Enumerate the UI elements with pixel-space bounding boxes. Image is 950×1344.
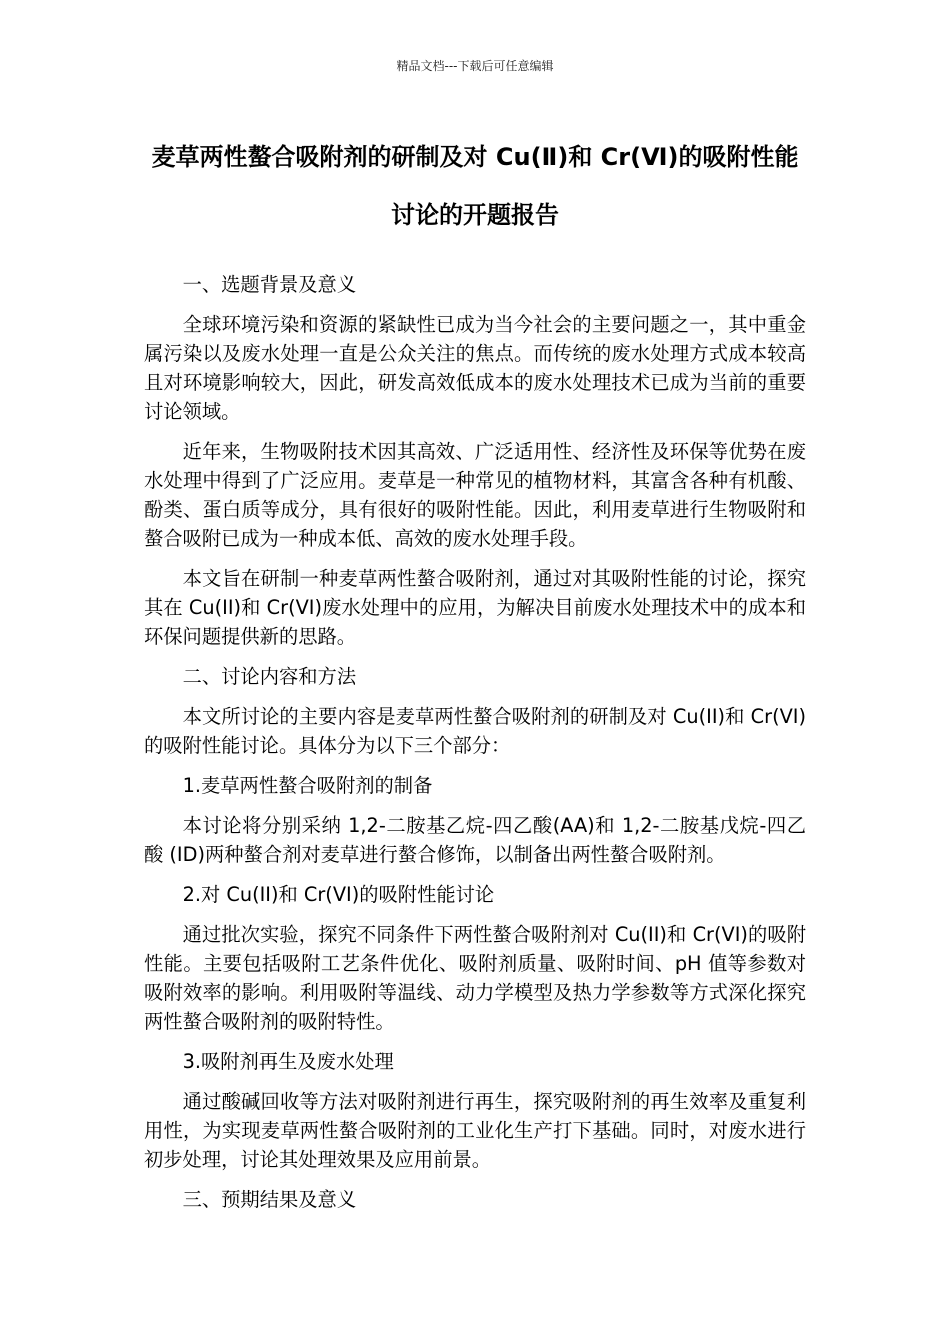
paragraph-background-3: 本文旨在研制一种麦草两性螯合吸附剂，通过对其吸附性能的讨论，探究其在 Cu(II)和 Cr(VI)废水处理中的应用，为解决目前废水处理技术中的成本和环保问题提供新的思路。 (144, 567, 806, 648)
paragraph-background-1: 全球环境污染和资源的紧缺性已成为当今社会的主要问题之一，其中重金属污染以及废水处理一直是公众关注的焦点。而传统的废水处理方式成本较高且对环境影响较大，因此，研发高效低成本的废水处理技术已成为当前的重要讨论领域。 (144, 313, 806, 423)
paragraph-adsorption: 通过批次实验，探究不同条件下两性螯合吸附剂对 Cu(II)和 Cr(VI)的吸附性能。主要包括吸附工艺条件优化、吸附剂质量、吸附时间、pH 值等参数对吸附效率的影响。利用吸附等温线、动力学模型及热力学参数等方式深化探究两性螯合吸附剂的吸附特性。 (144, 923, 806, 1033)
section-heading-expected-results: 三、预期结果及意义 (182, 1188, 357, 1211)
subheading-preparation: 1.麦草两性螯合吸附剂的制备 (182, 774, 433, 797)
subheading-adsorption: 2.对 Cu(II)和 Cr(VI)的吸附性能讨论 (182, 883, 495, 906)
document-body (144, 270, 806, 1225)
page-header-note: 精品文档---下载后可任意编辑 (396, 59, 554, 73)
section-heading-background: 一、选题背景及意义 (182, 273, 357, 296)
paragraph-content-intro: 本文所讨论的主要内容是麦草两性螯合吸附剂的研制及对 Cu(II)和 Cr(VI)的吸附性能讨论。具体分为以下三个部分： (144, 705, 806, 757)
section-heading-content-methods: 二、讨论内容和方法 (182, 665, 357, 688)
subheading-regeneration: 3.吸附剂再生及废水处理 (182, 1050, 394, 1073)
document-title: 麦草两性螯合吸附剂的研制及对 Cu(Ⅱ)和 Cr(Ⅵ)的吸附性能讨论的开题报告 (151, 143, 799, 229)
paragraph-regeneration: 通过酸碱回收等方法对吸附剂进行再生，探究吸附剂的再生效率及重复利用性，为实现麦草两性螯合吸附剂的工业化生产打下基础。同时，对废水进行初步处理，讨论其处理效果及应用前景。 (144, 1090, 806, 1171)
paragraph-background-2: 近年来，生物吸附技术因其高效、广泛适用性、经济性及环保等优势在废水处理中得到了广泛应用。麦草是一种常见的植物材料，其富含各种有机酸、酚类、蛋白质等成分，具有很好的吸附性能。因此，利用麦草进行生物吸附和螯合吸附已成为一种成本低、高效的废水处理手段。 (144, 440, 806, 550)
paragraph-preparation: 本讨论将分别采纳 1,2-二胺基乙烷-四乙酸(AA)和 1,2-二胺基戊烷-四乙酸 (ID)两种螯合剂对麦草进行螯合修饰，以制备出两性螯合吸附剂。 (144, 814, 806, 866)
